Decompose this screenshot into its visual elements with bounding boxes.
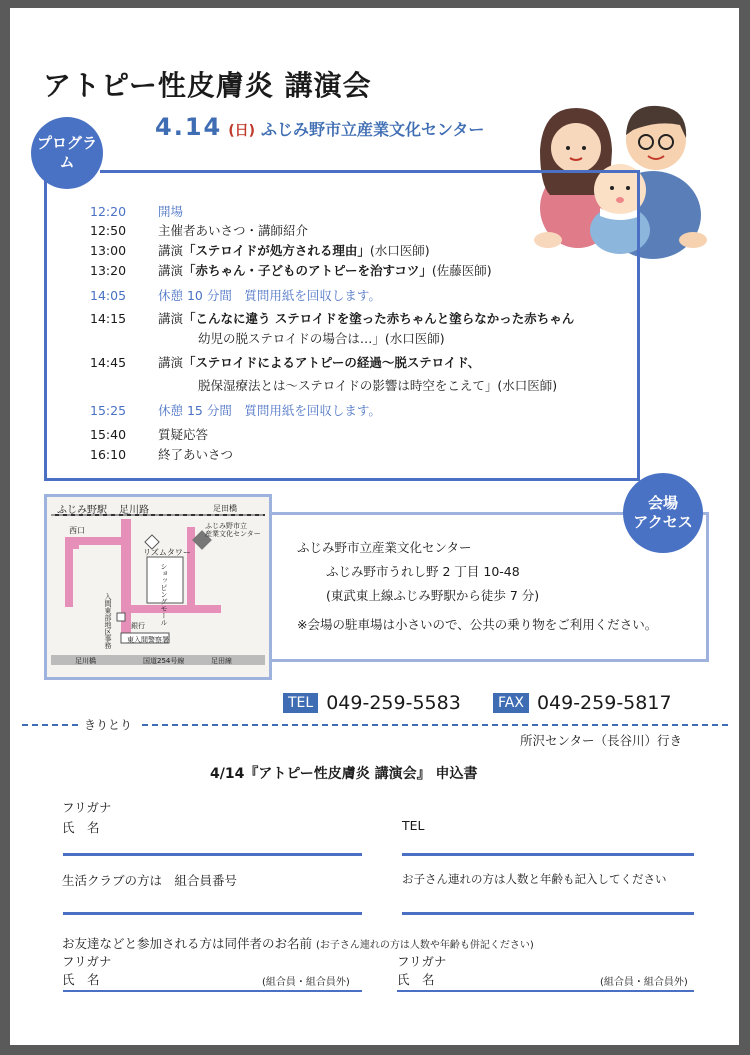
map-label-road2: 足田橋 bbox=[213, 504, 237, 513]
program-badge: プログラム bbox=[31, 117, 103, 189]
program-box-top-border bbox=[100, 170, 640, 173]
program-item bbox=[90, 202, 183, 220]
program-prefix: 講演 bbox=[158, 243, 184, 258]
program-speaker: (佐藤医師) bbox=[431, 263, 492, 278]
map-label-school: 東入間警察署 bbox=[127, 636, 169, 644]
map-label-route254: 国道254号線 bbox=[143, 657, 185, 665]
program-speaker: (水口医師) bbox=[369, 243, 430, 258]
event-venue: ふじみ野市立産業文化センター bbox=[261, 120, 485, 139]
map-label-crossing: 入間東部地区事務 bbox=[104, 593, 112, 649]
coop-number-field[interactable] bbox=[63, 912, 362, 915]
companion1-furigana-label: フリガナ bbox=[62, 954, 112, 969]
companion-label bbox=[62, 934, 534, 952]
map-label-bottom-left: 足川橋 bbox=[75, 657, 96, 665]
access-venue: ふじみ野市立産業文化センター bbox=[297, 540, 472, 555]
program-text: 質疑応答 bbox=[158, 427, 209, 442]
program-prefix: 講演 bbox=[158, 263, 184, 278]
map-label-road1: 足川路 bbox=[119, 505, 149, 516]
program-item bbox=[90, 261, 492, 279]
program-text: 休憩 15 分間 質問用紙を回収します。 bbox=[158, 403, 381, 418]
program-item bbox=[90, 401, 381, 419]
children-field[interactable] bbox=[402, 912, 694, 915]
map-label-west: 西口 bbox=[69, 526, 85, 535]
program-time: 12:50 bbox=[90, 223, 127, 238]
program-time: 14:05 bbox=[90, 288, 127, 303]
fax-number[interactable]: 049-259-5817 bbox=[536, 692, 672, 714]
venue-map bbox=[44, 494, 272, 680]
program-item bbox=[90, 221, 308, 239]
program-lecture-title-2: 脱保湿療法とは～ステロイドの影響は時空をこえて」 bbox=[198, 378, 498, 393]
program-item bbox=[90, 241, 430, 259]
map-label-bottom-right: 足田線 bbox=[211, 657, 232, 665]
children-label: お子さん連れの方は人数と年齢も記入してください bbox=[402, 872, 667, 886]
cut-label: きりとり bbox=[78, 716, 138, 733]
program-prefix: 講演 bbox=[158, 355, 184, 370]
program-item bbox=[90, 286, 381, 304]
program-item bbox=[90, 353, 480, 371]
form-title: 4/14『アトピー性皮膚炎 講演会』 申込書 bbox=[210, 766, 478, 782]
program-text: 休憩 10 分間 質問用紙を回収します。 bbox=[158, 288, 381, 303]
program-time: 15:25 bbox=[90, 403, 127, 418]
program-time: 14:45 bbox=[90, 355, 127, 370]
program-time: 13:20 bbox=[90, 263, 127, 278]
companion-note: (お子さん連れの方は人数や年齢も併記ください) bbox=[316, 940, 534, 951]
event-date: 4.14 bbox=[155, 113, 223, 141]
access-address: ふじみ野市うれし野 2 丁目 10-48 bbox=[326, 564, 520, 579]
companion-label-text: お友達などと参加される方は同伴者のお名前 bbox=[62, 936, 313, 951]
map-label-station: ふじみ野駅 bbox=[57, 505, 107, 516]
program-text: 終了あいさつ bbox=[158, 447, 234, 462]
form-destination: 所沢センター（長谷川）行き bbox=[520, 733, 683, 748]
companion1-field[interactable] bbox=[63, 990, 362, 992]
page-title: アトピー性皮膚炎 講演会 bbox=[43, 69, 372, 102]
contact-tel bbox=[283, 692, 461, 714]
program-lecture-title: 「ステロイドによるアトピーの経過～脱ステロイド、 bbox=[183, 355, 481, 370]
program-time: 12:20 bbox=[90, 204, 127, 219]
map-label-bank: 銀行 bbox=[131, 622, 145, 630]
program-prefix: 講演 bbox=[158, 311, 184, 326]
access-parking-note: ※会場の駐車場は小さいので、公共の乗り物をご利用ください。 bbox=[297, 617, 658, 632]
coop-number-label: 生活クラブの方は 組合員番号 bbox=[62, 873, 238, 888]
tel-field[interactable] bbox=[402, 853, 694, 856]
program-lecture-title-2: 幼児の脱ステロイドの場合は…」 bbox=[198, 331, 385, 346]
event-date-venue bbox=[155, 113, 484, 141]
program-item bbox=[90, 445, 233, 463]
access-badge bbox=[623, 473, 703, 553]
companion1-member-note: (組合員・組合員外) bbox=[262, 977, 350, 988]
program-item-cont bbox=[198, 376, 557, 394]
furigana-label: フリガナ bbox=[62, 800, 112, 815]
access-badge-line2: アクセス bbox=[633, 513, 693, 531]
tel-field-label: TEL bbox=[402, 818, 425, 833]
access-badge-line1: 会場 bbox=[647, 494, 678, 513]
tel-number[interactable]: 049-259-5583 bbox=[326, 692, 461, 714]
contact-fax bbox=[493, 692, 672, 714]
event-weekday: (日) bbox=[228, 123, 256, 139]
program-text: 開場 bbox=[158, 204, 184, 219]
companion2-field[interactable] bbox=[397, 990, 694, 992]
program-lecture-title: 「こんなに違う ステロイドを塗った赤ちゃんと塗らなかった赤ちゃん bbox=[183, 311, 575, 326]
fax-label: FAX bbox=[493, 693, 529, 713]
program-lecture-title: 「赤ちゃん・子どものアトピーを治すコツ」 bbox=[183, 263, 432, 278]
name-label: 氏 名 bbox=[62, 820, 100, 835]
program-time: 15:40 bbox=[90, 427, 127, 442]
program-time: 13:00 bbox=[90, 243, 127, 258]
tel-label: TEL bbox=[283, 693, 318, 713]
map-label-shop: ショッピングモール bbox=[160, 563, 168, 626]
companion2-member-note: (組合員・組合員外) bbox=[600, 977, 688, 988]
program-speaker: (水口医師) bbox=[497, 378, 558, 393]
program-time: 14:15 bbox=[90, 311, 127, 326]
program-item-cont bbox=[198, 329, 445, 347]
companion1-name-label: 氏 名 bbox=[62, 972, 100, 987]
name-field[interactable] bbox=[63, 853, 362, 856]
companion2-furigana-label: フリガナ bbox=[397, 954, 447, 969]
map-label-venue: ふじみ野市立 産業文化センター bbox=[205, 522, 261, 538]
map-label-rhythm: リズムタワー bbox=[143, 548, 191, 557]
program-time: 16:10 bbox=[90, 447, 127, 462]
program-lecture-title: 「ステロイドが処方される理由」 bbox=[183, 243, 370, 258]
program-item bbox=[90, 425, 208, 443]
companion2-name-label: 氏 名 bbox=[397, 972, 435, 987]
program-item bbox=[90, 309, 574, 327]
program-text: 主催者あいさつ・講師紹介 bbox=[158, 223, 309, 238]
access-route: (東武東上線ふじみ野駅から徒歩 7 分) bbox=[326, 588, 540, 603]
program-speaker: (水口医師) bbox=[384, 331, 445, 346]
